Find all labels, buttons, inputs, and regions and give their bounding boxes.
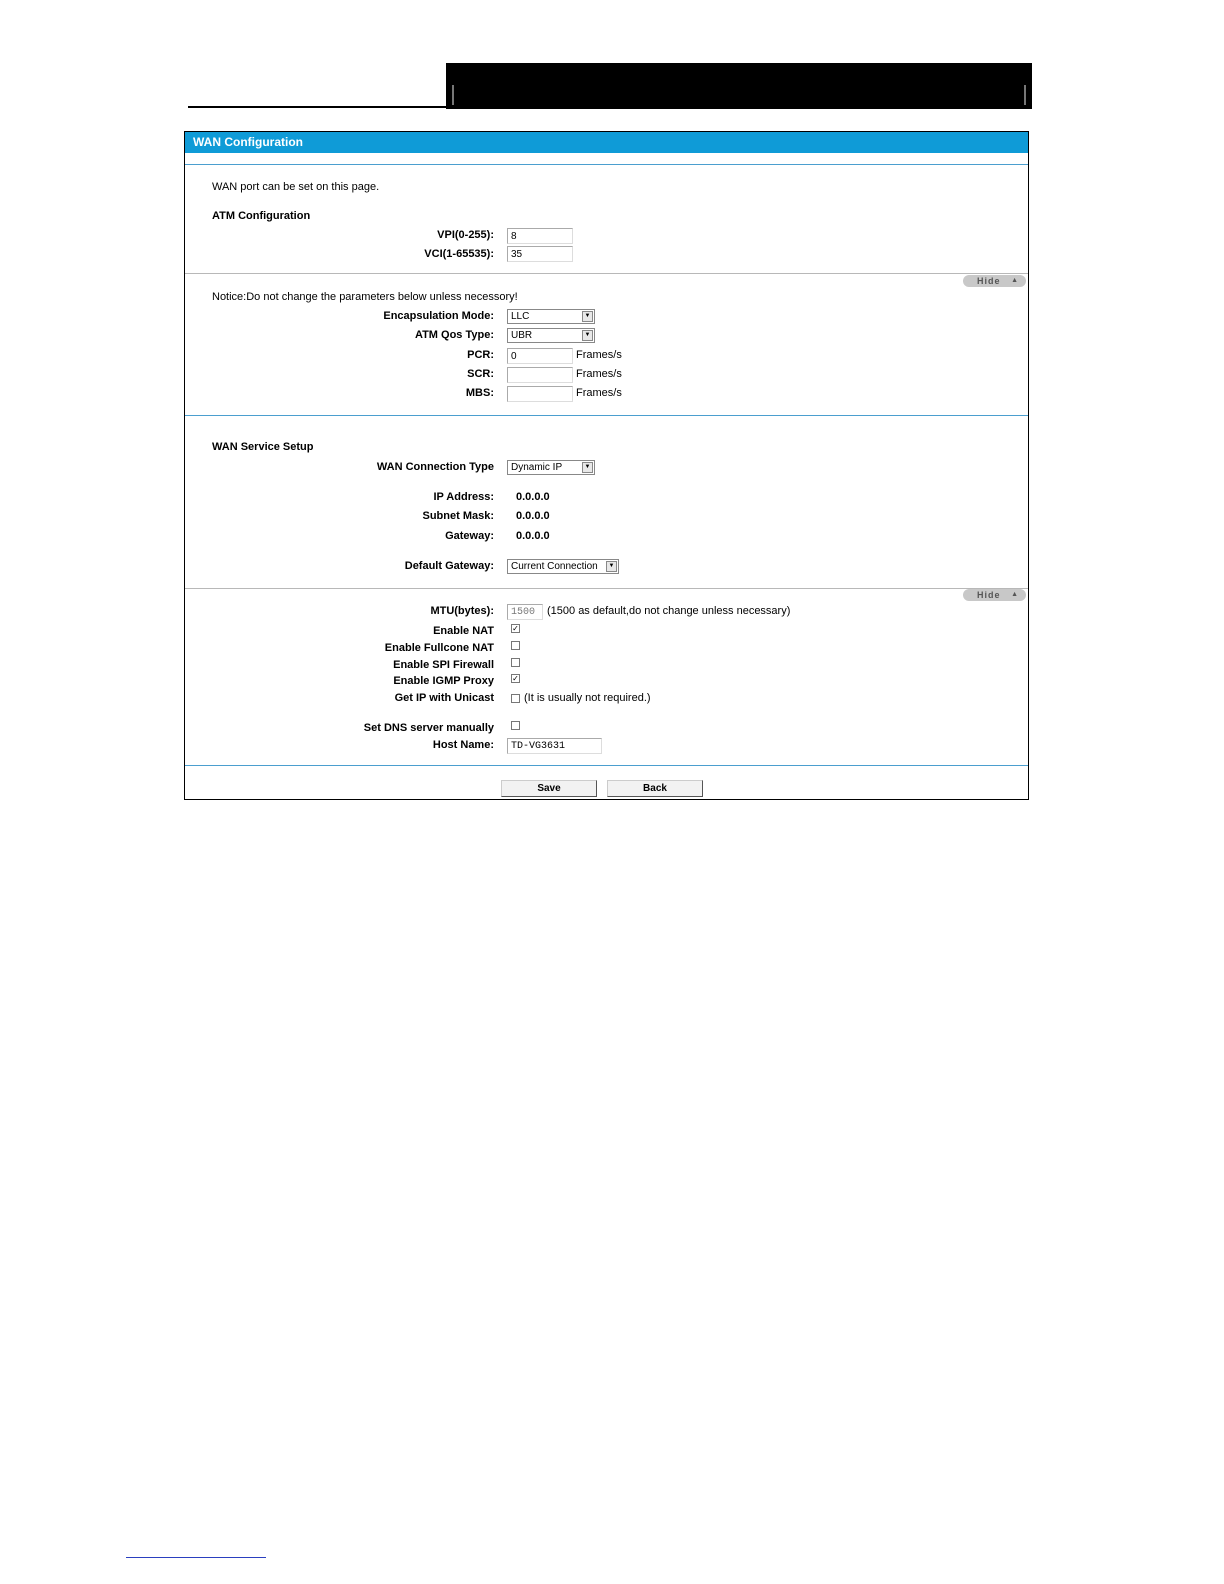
scr-unit: Frames/s <box>576 368 622 380</box>
chevron-down-icon: ▼ <box>606 561 617 572</box>
footer-separator <box>185 765 1028 766</box>
header-bar-edge-left <box>452 85 454 105</box>
header-bar-edge-right <box>1024 85 1026 105</box>
nat-label: Enable NAT <box>433 625 494 637</box>
mtu-label: MTU(bytes): <box>430 605 494 617</box>
gateway-label: Gateway: <box>445 530 494 542</box>
spi-checkbox[interactable] <box>511 658 520 667</box>
conn-type-select[interactable] <box>507 460 595 475</box>
collapse-arrow-icon: ▲ <box>1011 591 1019 598</box>
notice-text: Notice:Do not change the parameters below unless necessory! <box>212 291 518 303</box>
unicast-label: Get IP with Unicast <box>394 692 494 704</box>
mbs-label: MBS: <box>465 387 494 399</box>
conn-type-label: WAN Connection Type <box>376 461 494 473</box>
igmp-checkbox[interactable]: ✓ <box>512 674 519 683</box>
gateway-value: 0.0.0.0 <box>516 530 550 542</box>
qos-label: ATM Qos Type: <box>414 329 494 341</box>
panel-title: WAN Configuration <box>185 132 1028 153</box>
wan-service-separator <box>185 588 1028 589</box>
dns-checkbox[interactable] <box>511 721 520 730</box>
pcr-input[interactable]: 0 <box>507 348 573 364</box>
encap-select[interactable] <box>507 309 595 324</box>
wan-hide-button[interactable] <box>963 589 1026 601</box>
spi-label: Enable SPI Firewall <box>393 659 494 671</box>
back-button[interactable]: Back <box>607 780 703 797</box>
vci-input[interactable]: 35 <box>507 246 573 262</box>
save-button[interactable]: Save <box>501 780 597 797</box>
unicast-checkbox[interactable] <box>511 694 520 703</box>
scr-input[interactable] <box>507 367 573 383</box>
mask-label: Subnet Mask: <box>422 510 494 522</box>
chevron-down-icon: ▼ <box>582 311 593 322</box>
footer-link-underline <box>126 1557 266 1558</box>
collapse-arrow-icon: ▲ <box>1011 277 1019 284</box>
atm-advanced-separator <box>185 415 1028 416</box>
header-rule <box>188 106 448 108</box>
pcr-label: PCR: <box>467 349 494 361</box>
wan-configuration-panel <box>184 131 1029 800</box>
ip-value: 0.0.0.0 <box>516 491 550 503</box>
igmp-label: Enable IGMP Proxy <box>393 675 494 687</box>
title-separator <box>185 164 1028 165</box>
qos-value: UBR <box>511 330 533 341</box>
atm-hide-label: Hide <box>977 276 1001 286</box>
encap-label: Encapsulation Mode: <box>383 310 494 322</box>
mtu-note: (1500 as default,do not change unless necessary) <box>547 605 791 617</box>
encap-value: LLC <box>511 311 530 322</box>
mtu-input[interactable]: 1500 <box>507 604 543 620</box>
atm-heading: ATM Configuration <box>212 210 311 222</box>
vpi-label: VPI(0-255): <box>437 229 494 241</box>
scr-label: SCR: <box>467 368 494 380</box>
chevron-down-icon: ▼ <box>582 330 593 341</box>
default-gateway-select[interactable] <box>507 559 619 574</box>
chevron-down-icon: ▼ <box>582 462 593 473</box>
host-name-input[interactable]: TD-VG3631 <box>507 738 602 754</box>
ip-label: IP Address: <box>433 491 494 503</box>
header-bar <box>446 63 1032 109</box>
dns-label: Set DNS server manually <box>363 722 494 734</box>
conn-type-value: Dynamic IP <box>511 462 563 473</box>
pcr-unit: Frames/s <box>576 349 622 361</box>
nat-checkbox[interactable]: ✓ <box>512 624 519 633</box>
vpi-input[interactable]: 8 <box>507 228 573 244</box>
unicast-note: (It is usually not required.) <box>524 692 651 704</box>
atm-separator <box>185 273 1028 274</box>
mbs-input[interactable] <box>507 386 573 402</box>
mask-value: 0.0.0.0 <box>516 510 550 522</box>
vci-label: VCI(1-65535): <box>424 248 494 260</box>
host-name-label: Host Name: <box>432 739 494 751</box>
fullcone-label: Enable Fullcone NAT <box>384 642 494 654</box>
wan-hide-label: Hide <box>977 590 1001 600</box>
default-gateway-value: Current Connection <box>511 561 598 572</box>
default-gateway-label: Default Gateway: <box>404 560 494 572</box>
qos-select[interactable] <box>507 328 595 343</box>
mbs-unit: Frames/s <box>576 387 622 399</box>
atm-hide-button[interactable] <box>963 275 1026 287</box>
wan-service-heading: WAN Service Setup <box>212 441 314 453</box>
intro-text: WAN port can be set on this page. <box>212 181 380 193</box>
fullcone-checkbox[interactable] <box>511 641 520 650</box>
